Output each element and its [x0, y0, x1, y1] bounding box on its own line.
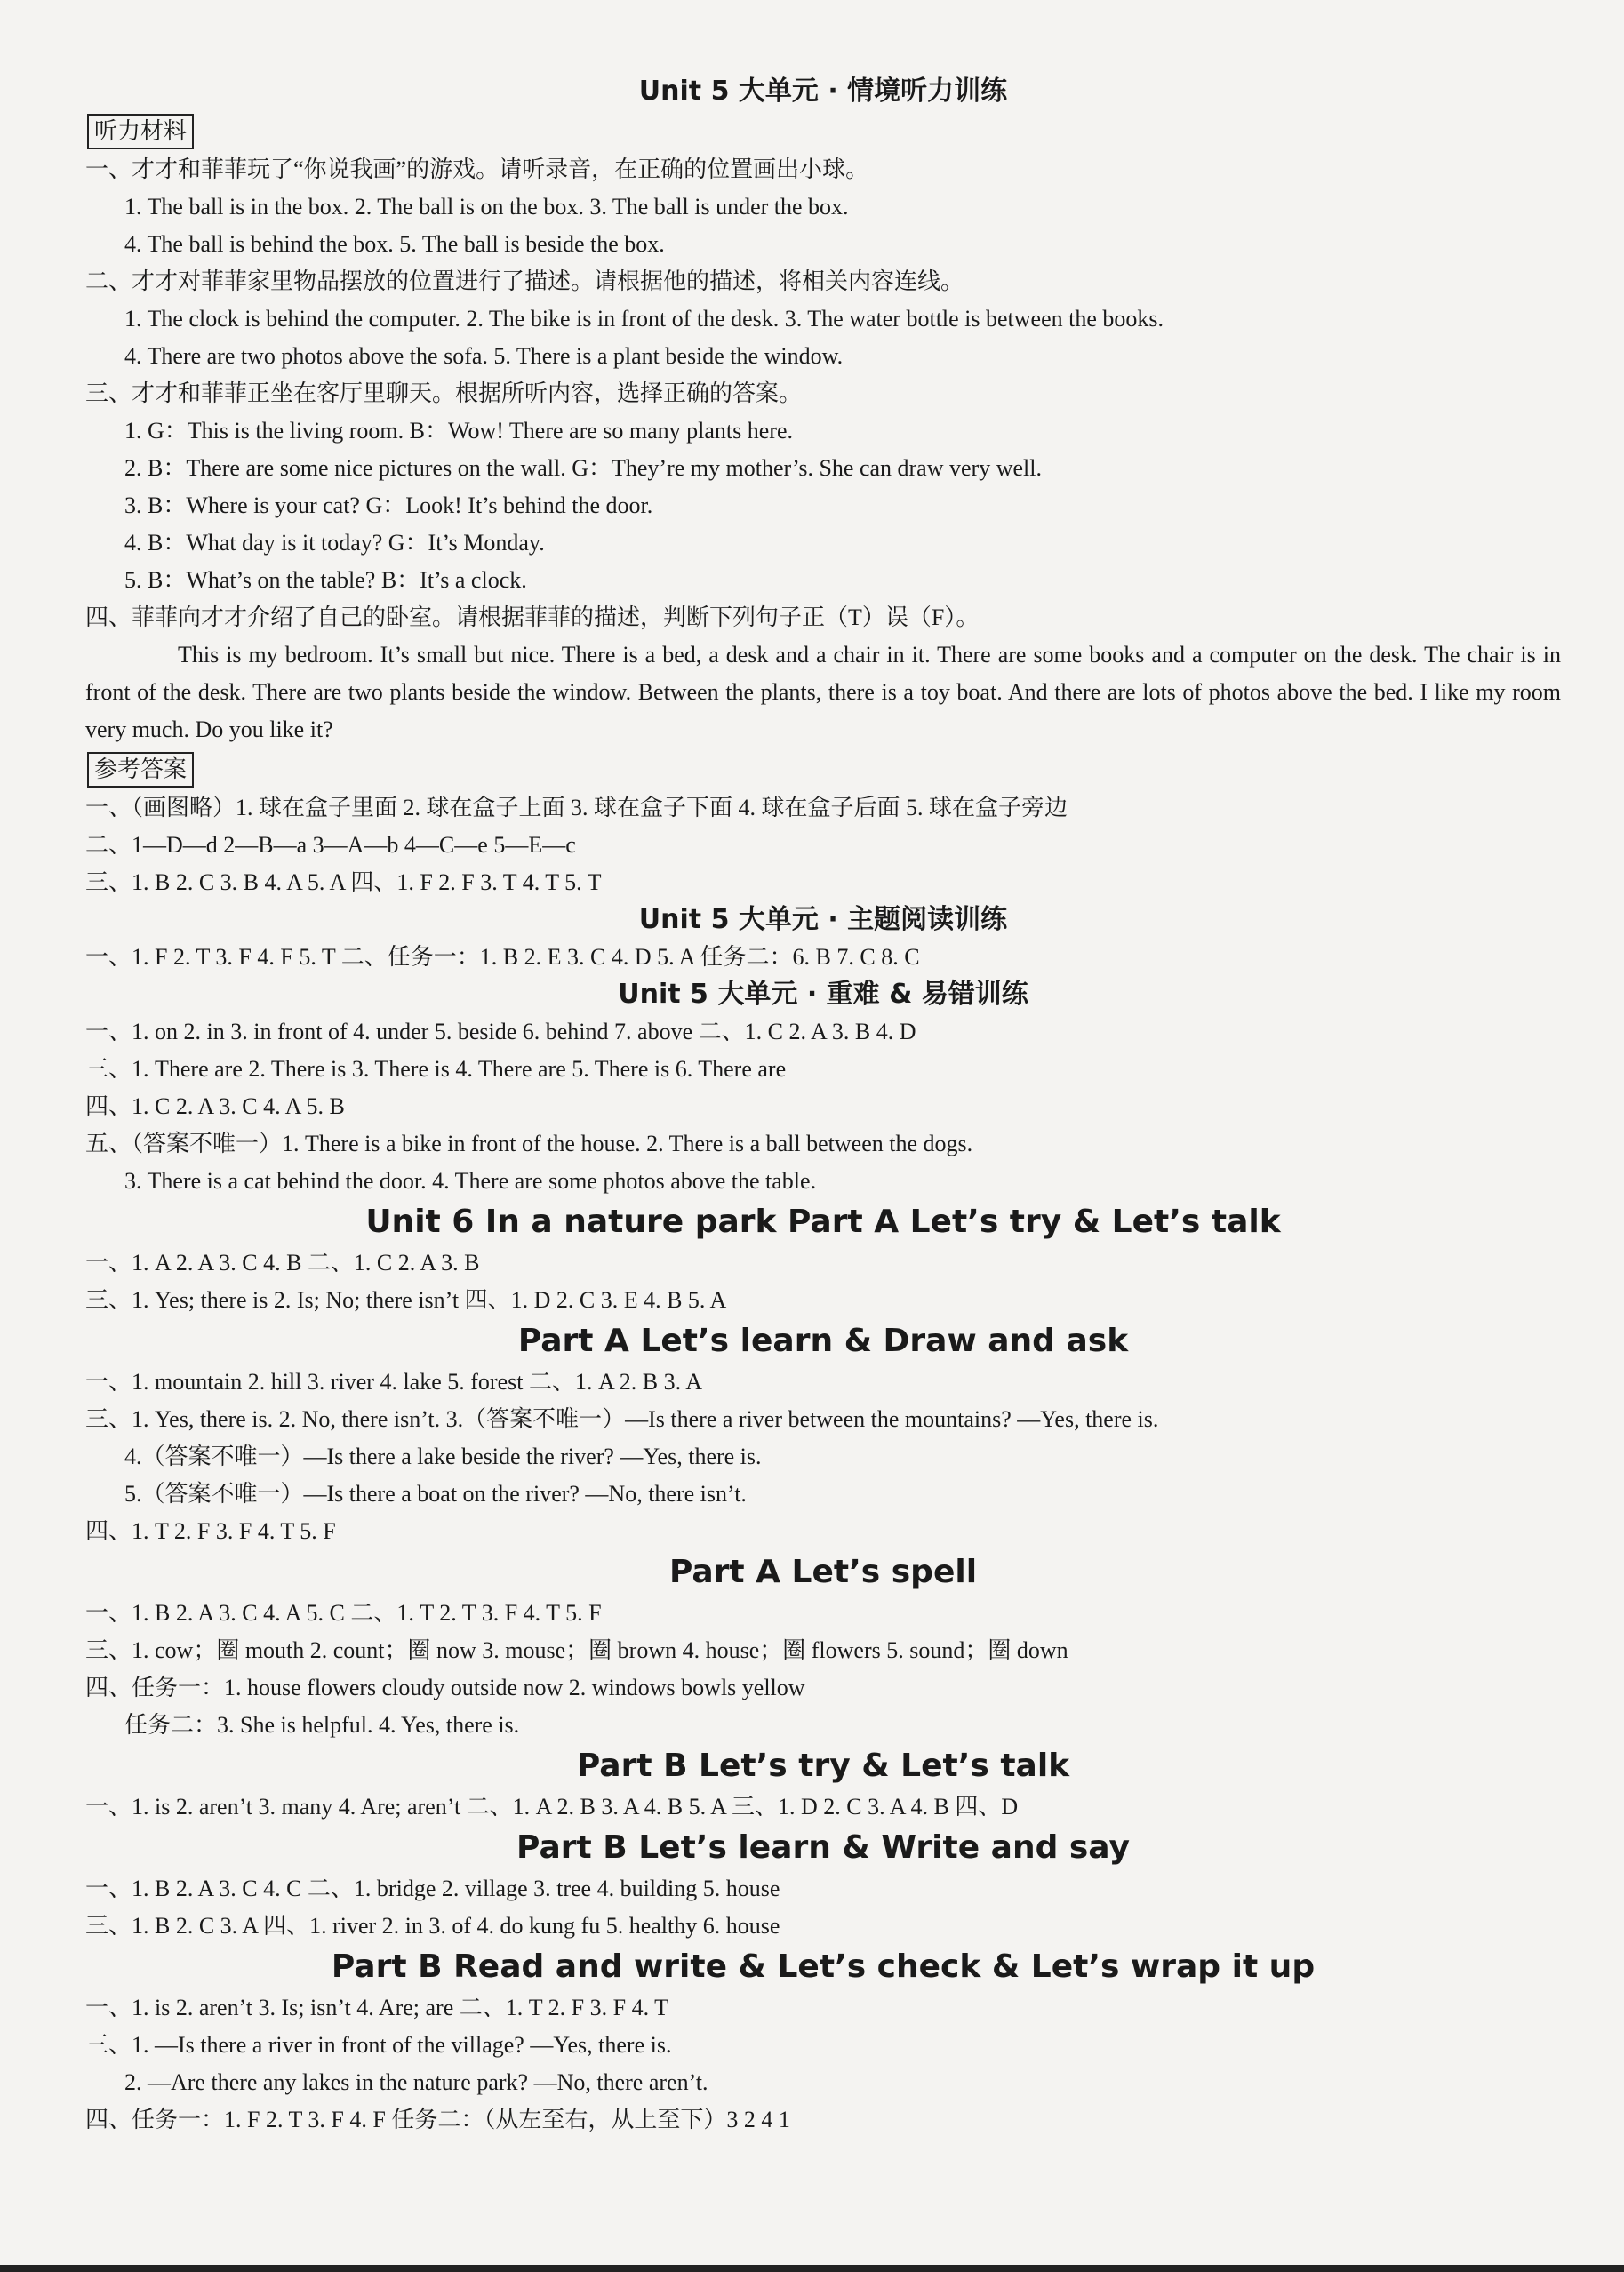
text-line: 2. B：There are some nice pictures on the wall. G：They’re my mother’s. She can draw very well.: [124, 455, 1042, 481]
section-title-partA-spell: Part A Let’s spell: [668, 1554, 978, 1590]
bedroom-passage: This is my bedroom. It’s small but nice. There is a bed, a desk and a chair in it. There are some books and a computer on the desk. The chair is in front of the desk. There are two plants beside the window. Between the plants, there is a toy boat. And there are lots of photos above the bed. I like my room very much. Do you like it?: [85, 642, 1561, 742]
text-line: 3. B：Where is your cat? G：Look! It’s behind the door.: [124, 492, 653, 518]
answer-line: 三、1. —Is there a river in front of the village? —Yes, there is.: [85, 2032, 672, 2058]
answer-line: 一、1. B 2. A 3. C 4. C 二、1. bridge 2. village 3. tree 4. building 5. house: [85, 1876, 780, 1901]
answer-line: 四、任务一：1. house flowers cloudy outside now 2. windows bowls yellow: [85, 1675, 805, 1700]
answer-line: 四、任务一：1. F 2. T 3. F 4. F 任务二：（从左至右，从上至下）3 2 4 1: [85, 2107, 790, 2132]
answer-line: 3. There is a cat behind the door. 4. There are some photos above the table.: [124, 1168, 817, 1194]
text-line: 三、才才和菲菲正坐在客厅里聊天。根据所听内容，选择正确的答案。: [85, 380, 803, 406]
answer-line: 一、1. on 2. in 3. in front of 4. under 5. beside 6. behind 7. above 二、1. C 2. A 3. B 4. D: [85, 1019, 916, 1044]
section-title-unit6: Unit 6 In a nature park Part A Let’s try & Let’s talk: [365, 1204, 1281, 1240]
answer-line: 5.（答案不唯一）—Is there a boat on the river? —No, there isn’t.: [124, 1481, 747, 1507]
text-line: 一、才才和菲菲玩了“你说我画”的游戏。请听录音，在正确的位置画出小球。: [85, 156, 869, 182]
section-title-partB-read: Part B Read and write & Let’s check & Let’s wrap it up: [331, 1948, 1316, 1985]
answer-line: 4.（答案不唯一）—Is there a lake beside the river? —Yes, there is.: [124, 1444, 762, 1469]
answers-label: 参考答案: [87, 752, 194, 788]
section-title-unit5-listening: Unit 5 大单元 · 情境听力训练: [638, 76, 1008, 107]
answer-line: 四、1. C 2. A 3. C 4. A 5. B: [85, 1093, 345, 1119]
answer-line: 一、1. is 2. aren’t 3. many 4. Are; aren’t 二、1. A 2. B 3. A 4. B 5. A 三、1. D 2. C 3. A 4. B 四、D: [85, 1794, 1019, 1820]
answer-key-content: [85, 73, 1561, 2139]
answer-line: 三、1. B 2. C 3. B 4. A 5. A 四、1. F 2. F 3. T 4. T 5. T: [85, 869, 602, 895]
answer-line: 一、1. mountain 2. hill 3. river 4. lake 5. forest 二、1. A 2. B 3. A: [85, 1369, 702, 1395]
answer-line: 二、1—D—d 2—B—a 3—A—b 4—C—e 5—E—c: [85, 832, 576, 858]
answer-line: 一、1. B 2. A 3. C 4. A 5. C 二、1. T 2. T 3. F 4. T 5. F: [85, 1600, 602, 1626]
section-title-partB-try: Part B Let’s try & Let’s talk: [576, 1748, 1070, 1784]
answer-line: 一、（画图略）1. 球在盒子里面 2. 球在盒子上面 3. 球在盒子下面 4. 球在盒子后面 5. 球在盒子旁边: [85, 795, 1068, 820]
section-title-unit5-difficult: Unit 5 大单元 · 重难 & 易错训练: [618, 979, 1028, 1010]
text-line: 4. The ball is behind the box. 5. The ball is beside the box.: [124, 231, 665, 257]
section-title-unit5-reading: Unit 5 大单元 · 主题阅读训练: [638, 904, 1008, 935]
answer-line: 四、1. T 2. F 3. F 4. T 5. F: [85, 1518, 336, 1544]
text-line: 4. There are two photos above the sofa. 5. There is a plant beside the window.: [124, 343, 844, 369]
answer-line: 2. —Are there any lakes in the nature park? —No, there aren’t.: [124, 2069, 708, 2095]
text-line: 5. B：What’s on the table? B：It’s a clock.: [124, 567, 527, 593]
answer-line: 三、1. cow；圈 mouth 2. count；圈 now 3. mouse；圈 brown 4. house；圈 flowers 5. sound；圈 down: [85, 1637, 1068, 1663]
answer-line: 三、1. Yes; there is 2. Is; No; there isn’t 四、1. D 2. C 3. E 4. B 5. A: [85, 1287, 727, 1313]
page-bottom-edge: [0, 2265, 1624, 2272]
text-line: 1. The ball is in the box. 2. The ball is on the box. 3. The ball is under the box.: [124, 194, 849, 220]
text-line: 二、才才对菲菲家里物品摆放的位置进行了描述。请根据他的描述，将相关内容连线。: [85, 268, 964, 294]
answer-line: 五、（答案不唯一）1. There is a bike in front of the house. 2. There is a ball between the dogs.: [85, 1131, 973, 1156]
section-title-partB-learn: Part B Let’s learn & Write and say: [516, 1829, 1130, 1866]
answer-line: 三、1. There are 2. There is 3. There is 4. There are 5. There is 6. There are: [85, 1056, 787, 1082]
section-title-partA-learn: Part A Let’s learn & Draw and ask: [517, 1323, 1129, 1359]
answer-line: 一、1. A 2. A 3. C 4. B 二、1. C 2. A 3. B: [85, 1250, 480, 1276]
text-line: 四、菲菲向才才介绍了自己的卧室。请根据菲菲的描述，判断下列句子正（T）误（F）。: [85, 604, 980, 630]
answer-line: 一、1. is 2. aren’t 3. Is; isn’t 4. Are; are 二、1. T 2. F 3. F 4. T: [85, 1995, 668, 2020]
materials-label: 听力材料: [87, 114, 194, 149]
answer-line: 任务二：3. She is helpful. 4. Yes, there is.: [124, 1712, 520, 1738]
answer-line: 三、1. Yes, there is. 2. No, there isn’t. 3.（答案不唯一）—Is there a river between the mountains? —Yes, there is.: [85, 1406, 1159, 1432]
text-line: 1. G：This is the living room. B：Wow! There are so many plants here.: [124, 418, 794, 444]
answer-line: 一、1. F 2. T 3. F 4. F 5. T 二、任务一：1. B 2. E 3. C 4. D 5. A 任务二：6. B 7. C 8. C: [85, 944, 920, 970]
answer-line: 三、1. B 2. C 3. A 四、1. river 2. in 3. of 4. do kung fu 5. healthy 6. house: [85, 1913, 780, 1939]
text-line: 4. B：What day is it today? G：It’s Monday.: [124, 530, 545, 556]
text-line: 1. The clock is behind the computer. 2. The bike is in front of the desk. 3. The water bottle is between the books.: [124, 306, 1164, 332]
